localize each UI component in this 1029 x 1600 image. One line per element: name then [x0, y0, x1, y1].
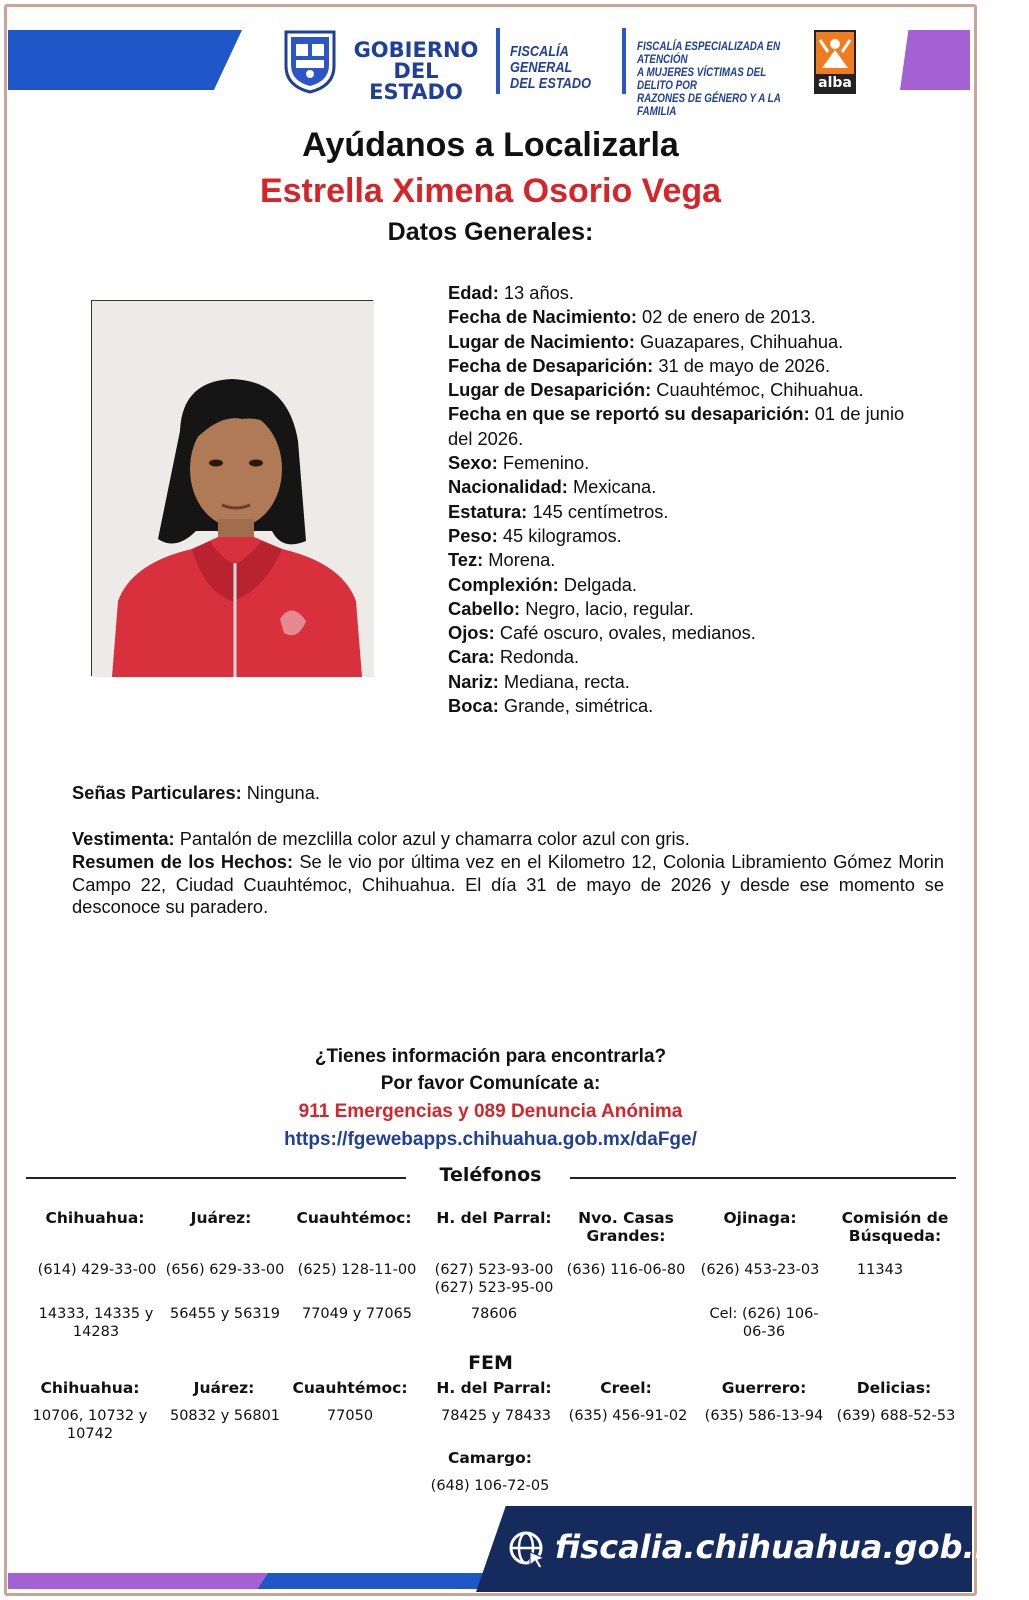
- tel-col-title: Chihuahua:: [45, 1209, 145, 1227]
- fem-value: 10706, 10732 y 10742: [32, 1408, 148, 1442]
- fem-value: 50832 y 56801: [169, 1408, 281, 1424]
- tel-phone: (614) 429-33-00: [37, 1262, 157, 1278]
- fem-value: (635) 456-91-02: [568, 1408, 688, 1424]
- globe-cursor-icon: [508, 1530, 548, 1570]
- resumen-hechos: Resumen de los Hechos: Se le vio por última vez en el Kilometro 12, Colonia Libramiento Gómez Morin Campo 22, Ciudad Cuauhtémoc, Chihuahua. El día 31 de mayo de 2026 y desde ese momento se desconoce su paradero.: [72, 851, 944, 918]
- data-row-cara: Cara: Redonda.: [448, 646, 580, 668]
- data-row-peso: Peso: 45 kilogramos.: [448, 524, 622, 546]
- emergency-numbers: 911 Emergencias y 089 Denuncia Anónima: [298, 1101, 683, 1122]
- tel-col-title: Juárez:: [190, 1209, 252, 1227]
- data-row-sexo: Sexo: Femenino.: [448, 452, 590, 474]
- tel-ext: 56455 y 56319: [169, 1306, 281, 1322]
- data-row-tez: Tez: Morena.: [448, 549, 556, 571]
- data-row-fecha-reporte: Fecha en que se reportó su desaparición: 01 de junio del 2026.: [448, 403, 905, 449]
- fem-value: 78425 y 78433: [440, 1408, 552, 1424]
- fem-col-title: Guerrero:: [721, 1379, 807, 1397]
- fem-col-title: Creel:: [600, 1379, 652, 1397]
- tel-col-title: Cuauhtémoc:: [296, 1209, 412, 1227]
- fem-col-title: H. del Parral:: [436, 1379, 552, 1397]
- header-divider: [622, 28, 626, 94]
- data-row-nariz: Nariz: Mediana, recta.: [448, 670, 630, 692]
- data-row-fecha-nacimiento: Fecha de Nacimiento: 02 de enero de 2013.: [448, 306, 816, 328]
- fem-col-title: Cuauhtémoc:: [292, 1379, 408, 1397]
- fem-title: FISCALÍA ESPECIALIZADA EN ATENCIÓN A MUJERES VÍCTIMAS DEL DELITO POR RAZONES DE GÉNERO Y A LA FAMILIA: [637, 39, 781, 118]
- footer-purple-band: [8, 1573, 268, 1589]
- vestimenta: Vestimenta: Pantalón de mezclilla color azul y chamarra color azul con gris.: [72, 828, 690, 849]
- contact-question: ¿Tienes información para encontrarla?: [314, 1046, 667, 1067]
- tel-col-title: Nvo. Casas Grandes:: [578, 1209, 674, 1245]
- header-purple-banner: [900, 30, 970, 90]
- header-blue-banner: [8, 30, 242, 90]
- senas-particulares: Señas Particulares: Ninguna.: [72, 782, 320, 803]
- fem-col-title: Chihuahua:: [40, 1379, 140, 1397]
- fem-camargo-value: (648) 106-72-05: [430, 1478, 550, 1494]
- fem-camargo-title: Camargo:: [447, 1449, 533, 1467]
- tel-col-title: H. del Parral:: [436, 1209, 552, 1227]
- tel-ext: 77049 y 77065: [301, 1306, 413, 1322]
- data-row-ojos: Ojos: Café oscuro, ovales, medianos.: [448, 622, 756, 644]
- telefonos-heading: Teléfonos: [439, 1164, 542, 1186]
- footer-website[interactable]: fiscalia.chihuahua.gob.mx: [555, 1528, 1029, 1566]
- tel-phone: (625) 128-11-00: [297, 1262, 417, 1278]
- tel-ext: 78606: [470, 1306, 518, 1322]
- poster-title: Ayúdanos a Localizarla: [302, 126, 679, 164]
- data-row-edad: Edad: 13 años.: [448, 282, 575, 303]
- gobierno-title: GOBIERNO DEL ESTADO: [353, 38, 479, 104]
- datos-heading: Datos Generales:: [387, 218, 594, 246]
- alba-logo-icon: [814, 30, 856, 94]
- header-divider: [496, 28, 500, 94]
- data-row-lugar-desaparicion: Lugar de Desaparición: Cuauhtémoc, Chihuahua.: [448, 379, 864, 401]
- tel-phone: 11343: [856, 1262, 904, 1278]
- tel-phone: (626) 453-23-03: [700, 1262, 820, 1278]
- tel-col-title: Ojinaga:: [723, 1209, 797, 1227]
- missing-person-photo: [91, 300, 373, 676]
- data-row-estatura: Estatura: 145 centímetros.: [448, 500, 669, 522]
- tel-ext: 14333, 14335 y 14283: [38, 1306, 154, 1340]
- data-row-cabello: Cabello: Negro, lacio, regular.: [448, 597, 694, 619]
- fem-value: 77050: [326, 1408, 374, 1424]
- data-row-nacionalidad: Nacionalidad: Mexicana.: [448, 476, 657, 498]
- fiscalia-title: FISCALÍA GENERAL DEL ESTADO: [510, 43, 592, 92]
- fem-value: (639) 688-52-53: [836, 1408, 956, 1424]
- fem-col-title: Delicias:: [856, 1379, 932, 1397]
- data-row-fecha-desaparicion: Fecha de Desaparición: 31 de mayo de 2026.: [448, 354, 831, 376]
- data-row-boca: Boca: Grande, simétrica.: [448, 695, 654, 717]
- missing-person-name: Estrella Ximena Osorio Vega: [259, 172, 722, 210]
- fem-col-title: Juárez:: [193, 1379, 255, 1397]
- general-data-list: [448, 281, 928, 718]
- state-seal-icon: [282, 28, 338, 94]
- data-row-complexion: Complexión: Delgada.: [448, 573, 637, 595]
- tel-phone: (627) 523-93-00 (627) 523-95-00: [434, 1262, 554, 1296]
- fem-value: (635) 586-13-94: [704, 1408, 824, 1424]
- tel-phone: (656) 629-33-00: [165, 1262, 285, 1278]
- data-row-lugar-nacimiento: Lugar de Nacimiento: Guazapares, Chihuahua.: [448, 330, 844, 352]
- report-link[interactable]: https://fgewebapps.chihuahua.gob.mx/daFge/: [284, 1129, 697, 1150]
- tel-ext: Cel: (626) 106-06-36: [709, 1306, 819, 1340]
- tel-phone: (636) 116-06-80: [566, 1262, 686, 1278]
- contact-please: Por favor Comunícate a:: [380, 1073, 601, 1094]
- tel-col-title: Comisión de Búsqueda:: [841, 1209, 949, 1245]
- fem-heading: FEM: [468, 1352, 513, 1374]
- alba-label: alba: [816, 74, 854, 92]
